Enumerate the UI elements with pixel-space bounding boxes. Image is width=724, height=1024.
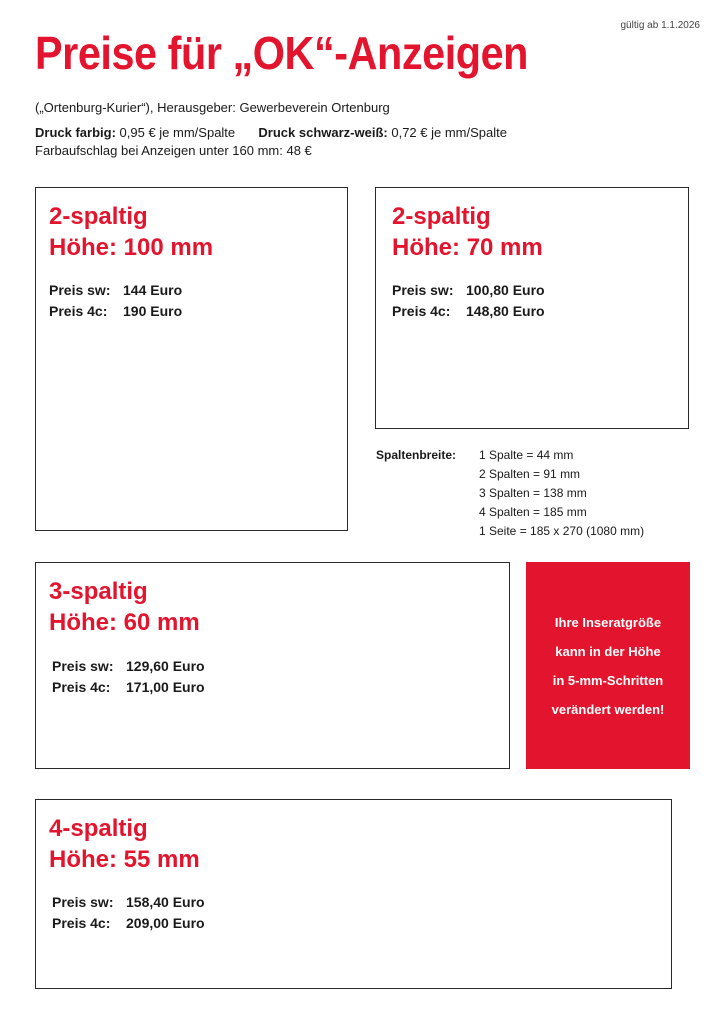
price-4c-label: Preis 4c: [52, 679, 111, 695]
price-sw-value: 100,80 Euro [466, 282, 545, 298]
ad-prices [392, 280, 545, 322]
print-pricing [35, 125, 507, 140]
ad-prices [49, 280, 182, 322]
column-width-item: 1 Seite = 185 x 270 (1080 mm) [479, 524, 645, 538]
ad-size-box-2col-70mm [375, 187, 689, 429]
price-sw-label: Preis sw: [52, 658, 114, 674]
ad-prices [52, 656, 205, 698]
publisher-line: („Ortenburg-Kurier“), Herausgeber: Gewerbeverein Ortenburg [35, 100, 390, 115]
valid-from-note: gültig ab 1.1.2026 [620, 20, 700, 31]
ad-size-box-4col-55mm [35, 799, 672, 989]
price-sw-label: Preis sw: [52, 894, 114, 910]
bw-print-value: 0,72 € je mm/Spalte [391, 125, 507, 140]
ad-height-heading: Höhe: 70 mm [392, 234, 543, 261]
price-4c-value: 171,00 Euro [126, 679, 205, 695]
ad-columns-heading: 3-spaltig [49, 578, 148, 605]
ad-height-heading: Höhe: 60 mm [49, 609, 200, 636]
resize-notice [526, 562, 690, 769]
column-widths-label: Spaltenbreite: [376, 448, 457, 462]
price-sw-value: 129,60 Euro [126, 658, 205, 674]
color-print-value: 0,95 € je mm/Spalte [119, 125, 236, 140]
ad-columns-heading: 2-spaltig [49, 203, 148, 230]
column-width-item: 1 Spalte = 44 mm [479, 448, 574, 462]
ad-columns-heading: 4-spaltig [49, 815, 148, 842]
price-4c-label: Preis 4c: [49, 303, 108, 319]
price-sw-value: 158,40 Euro [126, 894, 205, 910]
notice-line: in 5-mm-Schritten [552, 672, 664, 688]
price-4c-value: 209,00 Euro [126, 915, 205, 931]
price-sw-label: Preis sw: [392, 282, 454, 298]
ad-size-box-3col-60mm [35, 562, 510, 769]
column-widths-list [479, 446, 644, 541]
ad-height-heading: Höhe: 100 mm [49, 234, 214, 261]
price-4c-value: 190 Euro [123, 303, 183, 319]
price-4c-value: 148,80 Euro [466, 303, 545, 319]
notice-line: Ihre Inseratgröße [554, 614, 662, 630]
price-4c-label: Preis 4c: [392, 303, 451, 319]
price-sw-label: Preis sw: [49, 282, 111, 298]
ad-size-box-2col-100mm [35, 187, 348, 531]
ad-prices [52, 892, 205, 934]
column-width-item: 3 Spalten = 138 mm [479, 486, 587, 500]
color-print-label: Druck farbig: [35, 125, 116, 140]
notice-line: kann in der Höhe [555, 643, 661, 659]
column-width-item: 2 Spalten = 91 mm [479, 467, 581, 481]
bw-print-label: Druck schwarz-weiß: [258, 125, 388, 140]
price-4c-label: Preis 4c: [52, 915, 111, 931]
ad-columns-heading: 2-spaltig [392, 203, 491, 230]
column-width-item: 4 Spalten = 185 mm [479, 505, 587, 519]
color-surcharge-note: Farbaufschlag bei Anzeigen unter 160 mm: 48 € [35, 143, 312, 158]
price-sw-value: 144 Euro [123, 282, 183, 298]
page-title: Preise für „OK“-Anzeigen [35, 27, 529, 79]
ad-height-heading: Höhe: 55 mm [49, 846, 200, 873]
notice-line: verändert werden! [551, 701, 665, 717]
